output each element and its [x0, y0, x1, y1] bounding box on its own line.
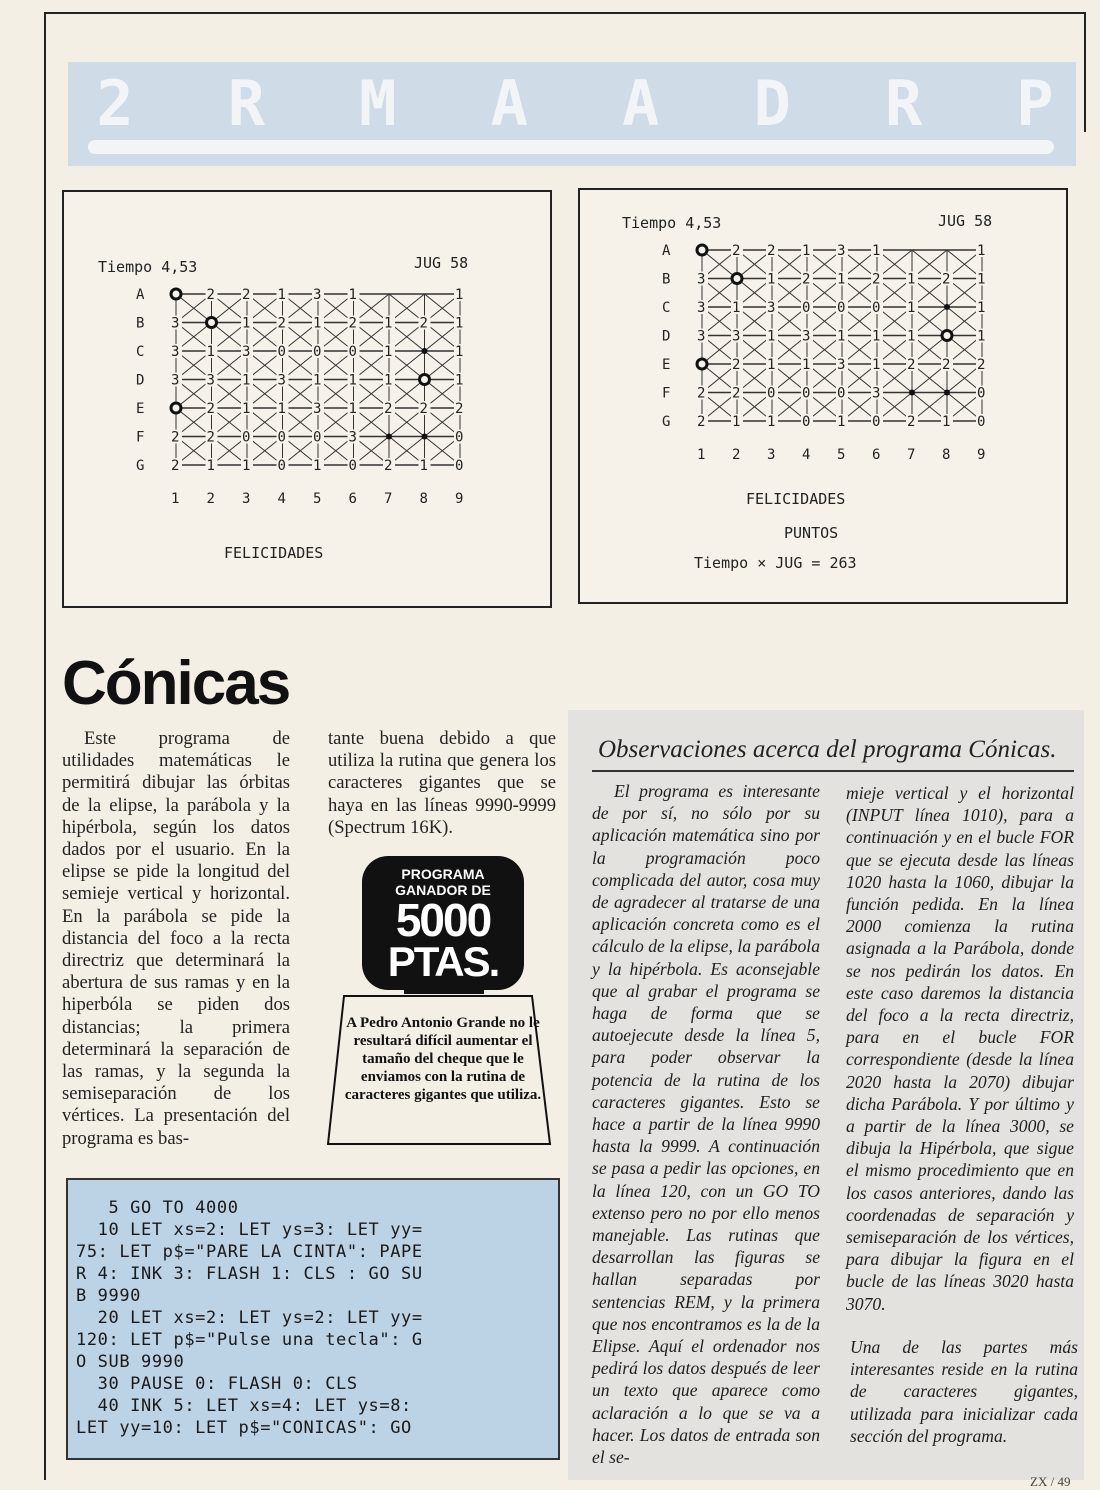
- cell-value: 3: [277, 372, 286, 389]
- cell-value: 1: [732, 414, 741, 430]
- cell-value: 3: [171, 372, 180, 389]
- code-line: 30 PAUSE 0: FLASH 0: CLS: [76, 1374, 358, 1394]
- cell-value: 3: [206, 372, 215, 389]
- column-number: 7: [384, 491, 393, 507]
- cell-value: 1: [872, 243, 881, 259]
- cell-value: 1: [206, 458, 215, 474]
- cell-value: 1: [767, 414, 776, 430]
- cell-value: 2: [206, 401, 215, 417]
- cell-value: 1: [277, 401, 286, 417]
- column-number: 6: [348, 491, 357, 507]
- cell-value: 0: [277, 344, 286, 360]
- cell-value: 1: [767, 328, 776, 345]
- cell-value: 3: [313, 401, 322, 417]
- row-letter: D: [136, 372, 145, 389]
- row-letter: C: [136, 344, 145, 360]
- cell-value: 1: [977, 271, 986, 288]
- cell-value: 2: [206, 429, 215, 446]
- cell-value: 1: [872, 357, 881, 373]
- cell-value: 1: [767, 357, 776, 373]
- cell-value: 1: [455, 344, 464, 360]
- cell-value: 1: [242, 458, 251, 474]
- cell-value: 1: [907, 300, 916, 316]
- banner-letter: D: [753, 67, 791, 140]
- cell-value: 1: [837, 328, 846, 345]
- cell-value: 3: [171, 344, 180, 360]
- cell-value: 0: [837, 385, 846, 402]
- column-number: 9: [977, 447, 986, 463]
- cell-value: 0: [242, 429, 251, 446]
- game-screenshot-left: [62, 190, 552, 608]
- column-number: 4: [277, 491, 286, 507]
- cell-value: 2: [348, 315, 357, 332]
- code-line: O SUB 9990: [76, 1352, 185, 1372]
- game-grid: [136, 287, 466, 507]
- row-letter: F: [662, 385, 671, 402]
- cell-value: 0: [313, 429, 322, 446]
- cell-value: 3: [171, 315, 180, 332]
- cell-value: 1: [242, 372, 251, 389]
- cell-value: 2: [455, 401, 464, 417]
- cell-value: 1: [384, 372, 393, 389]
- cell-value: 3: [697, 271, 706, 288]
- badge-text: A Pedro Antonio Grande no le resultará difícil aumentar el tamaño del cheque que le enviamos con la rutina de caracteres gigantes que utiliza.: [344, 1015, 542, 1103]
- banner-letter: 2: [96, 67, 134, 140]
- cell-value: 1: [837, 271, 846, 288]
- token-dot: [909, 390, 915, 396]
- column-number: 3: [767, 447, 776, 463]
- cell-value: 2: [384, 458, 393, 474]
- cell-value: 0: [977, 385, 986, 402]
- column-number: 1: [171, 491, 180, 507]
- cell-value: 1: [313, 315, 322, 332]
- code-line: R 4: INK 3: FLASH 1: CLS : GO SU: [76, 1264, 423, 1284]
- code-line: 5 GO TO 4000: [76, 1198, 239, 1218]
- code-line: 10 LET xs=2: LET ys=3: LET yy=: [76, 1220, 423, 1240]
- cell-value: 3: [837, 243, 846, 259]
- cell-value: 1: [907, 328, 916, 345]
- cell-value: 0: [313, 344, 322, 360]
- banner-letter: R: [884, 67, 923, 140]
- banner-letter: A: [490, 67, 528, 140]
- badge-amount: 5000: [395, 894, 491, 946]
- token-marker: [697, 245, 707, 255]
- cell-value: 1: [384, 315, 393, 332]
- cell-value: 2: [732, 357, 741, 373]
- observations-title: Observaciones acerca del programa Cónicas.: [598, 736, 1057, 763]
- cell-value: 2: [171, 429, 180, 446]
- cell-value: 0: [277, 429, 286, 446]
- banner-underline: [88, 140, 1054, 154]
- article-column-2: tante buena debido a que utiliza la rutina que genera los caracteres gigantes que se haya en las líneas 9990-9999 (Spectrum 16K).: [328, 728, 556, 838]
- cell-value: 2: [419, 315, 428, 332]
- token-dot: [386, 434, 392, 440]
- token-marker: [732, 274, 742, 284]
- cell-value: 1: [872, 328, 881, 345]
- cell-value: 1: [206, 344, 215, 360]
- column-number: 8: [942, 447, 951, 463]
- cell-value: 3: [732, 328, 741, 345]
- observations-closing: Una de las partes más interesantes reside en la rutina de caracteres gigantes, utilizada para inicializar cada sección del programa.: [850, 1337, 1078, 1446]
- token-marker: [171, 289, 181, 299]
- column-number: 5: [313, 491, 322, 507]
- row-letter: E: [136, 401, 145, 417]
- moves-label: JUG 58: [414, 254, 469, 272]
- cell-value: 3: [802, 328, 811, 345]
- token-dot: [944, 304, 950, 310]
- column-number: 6: [872, 447, 881, 463]
- cell-value: 1: [313, 458, 322, 474]
- code-line: 40 INK 5: LET xs=4: LET ys=8:: [76, 1396, 412, 1416]
- article-title: Cónicas: [62, 649, 290, 718]
- token-marker: [697, 359, 707, 369]
- cell-value: 1: [455, 315, 464, 332]
- row-letter: E: [662, 357, 671, 373]
- cell-value: 0: [767, 385, 776, 402]
- token-dot: [944, 390, 950, 396]
- column-number: 2: [732, 447, 741, 463]
- top-rule: [44, 12, 1086, 14]
- column-number: 5: [837, 447, 846, 463]
- code-line: 75: LET p$="PARE LA CINTA": PAPE: [76, 1242, 423, 1262]
- cell-value: 2: [732, 243, 741, 259]
- row-letter: F: [136, 429, 145, 446]
- message-text: FELICIDADES: [746, 490, 846, 508]
- banner-letter: P: [1016, 67, 1054, 140]
- cell-value: 3: [697, 328, 706, 345]
- cell-value: 3: [348, 429, 357, 446]
- cell-value: 2: [384, 401, 393, 417]
- cell-value: 1: [348, 372, 357, 389]
- token-marker: [207, 318, 217, 328]
- cell-value: 2: [872, 271, 881, 288]
- badge-currency: PTAS.: [387, 938, 499, 985]
- cell-value: 2: [171, 458, 180, 474]
- cell-value: 2: [419, 401, 428, 417]
- row-letter: D: [662, 328, 671, 345]
- cell-value: 3: [313, 287, 322, 303]
- cell-value: 0: [872, 414, 881, 430]
- cell-value: 2: [802, 271, 811, 288]
- cell-value: 0: [348, 458, 357, 474]
- cell-value: 0: [802, 414, 811, 430]
- token-dot: [422, 348, 428, 354]
- article-column-1: Este programa de utilidades matemáticas le permitirá dibujar las órbitas de la elipse, la parábola y la hipérbola, según los datos dados por el usuario. En la elipse se pide la longitud del semieje vertical y horizontal. En la parábola se pide la distancia del foco a la recta directriz que determinará la abertura de sus ramas y en la hiperbóla se piden dos distancias; la primera determinará la separación de las ramas, y la segunda la semiseparación de los vértices. La presentación del programa es bas-: [62, 728, 290, 1149]
- observations-rule: [592, 770, 1074, 772]
- column-number: 1: [697, 447, 706, 463]
- column-number: 4: [802, 447, 811, 463]
- cell-value: 2: [732, 385, 741, 402]
- token-marker: [942, 331, 952, 341]
- badge-line-1: PROGRAMA: [401, 866, 485, 882]
- column-number: 9: [455, 491, 464, 507]
- banner-letter: A: [622, 67, 660, 140]
- row-letter: G: [662, 414, 671, 430]
- code-line: B 9990: [76, 1286, 142, 1306]
- page-folio: ZX / 49: [1030, 1474, 1071, 1489]
- score-formula: Tiempo × JUG = 263: [694, 554, 857, 572]
- message-text: FELICIDADES: [224, 544, 324, 562]
- token-dot: [422, 434, 428, 440]
- row-letter: A: [136, 287, 145, 303]
- banner-letter: M: [359, 67, 397, 140]
- row-letter: B: [136, 315, 145, 332]
- cell-value: 1: [313, 372, 322, 389]
- row-letter: A: [662, 243, 671, 259]
- code-listing: [66, 1178, 560, 1460]
- cell-value: 2: [907, 414, 916, 430]
- cell-value: 0: [802, 300, 811, 316]
- cell-value: 2: [242, 287, 251, 303]
- cell-value: 1: [977, 328, 986, 345]
- cell-value: 2: [942, 357, 951, 373]
- cell-value: 1: [455, 372, 464, 389]
- cell-value: 0: [802, 385, 811, 402]
- cell-value: 1: [242, 315, 251, 332]
- cell-value: 3: [872, 385, 881, 402]
- time-label: Tiempo 4,53: [622, 214, 722, 232]
- cell-value: 1: [732, 300, 741, 316]
- token-marker: [171, 403, 181, 413]
- cell-value: 2: [697, 414, 706, 430]
- row-letter: C: [662, 300, 671, 316]
- cell-value: 1: [348, 401, 357, 417]
- observations-column-1: El programa es interesante de por sí, no sólo por su aplicación matemática sino por la programación poco complicada del autor, cosa muy de agradecer al tratarse de una aplicación concreta como es el cálculo de la elipse, la parábola y la hipérbola. Es aconsejable que al grabar el programa se haga de forma que se autoejecute desde la línea 5, para poder observar la potencia de la rutina de los caracteres gigantes. Esto se hace a partir de la línea 9990 hasta la 9999. A continuación se pasa a pedir las opciones, en la línea 120, con un GO TO extenso pero no por ello menos manejable. Las rutinas que desarrollan las figuras se hallan separadas por sentencias REM, y la primera que nos encontramos es la de la Elipse. Aquí el ordenador nos pedirá los datos después de leer un texto que aparece como aclaración a lo que se va a hacer. Los datos de entrada son el se-: [592, 781, 820, 1468]
- cell-value: 1: [419, 458, 428, 474]
- cell-value: 1: [802, 357, 811, 373]
- cell-value: 0: [837, 300, 846, 316]
- code-line: LET yy=10: LET p$="CONICAS": GO: [76, 1418, 412, 1438]
- row-letter: B: [662, 271, 671, 288]
- prize-badge: [362, 856, 524, 990]
- banner-letter: R: [227, 67, 266, 140]
- cell-value: 1: [837, 414, 846, 430]
- code-line: 20 LET xs=2: LET ys=2: LET yy=: [76, 1308, 423, 1328]
- cell-value: 2: [977, 357, 986, 373]
- cell-value: 0: [977, 414, 986, 430]
- cell-value: 0: [455, 458, 464, 474]
- cell-value: 1: [242, 401, 251, 417]
- cell-value: 1: [767, 271, 776, 288]
- cell-value: 2: [907, 357, 916, 373]
- cell-value: 0: [872, 300, 881, 316]
- row-letter: G: [136, 458, 145, 474]
- moves-label: JUG 58: [938, 212, 993, 230]
- cell-value: 3: [242, 344, 251, 360]
- cell-value: 1: [802, 243, 811, 259]
- column-number: 2: [206, 491, 215, 507]
- cell-value: 2: [697, 385, 706, 402]
- cell-value: 1: [277, 287, 286, 303]
- right-rule: [1084, 12, 1086, 132]
- cell-value: 1: [384, 344, 393, 360]
- cell-value: 3: [837, 357, 846, 373]
- game-grid: [662, 243, 988, 463]
- points-label: PUNTOS: [784, 524, 839, 542]
- cell-value: 1: [977, 300, 986, 316]
- cell-value: 2: [277, 315, 286, 332]
- time-label: Tiempo 4,53: [98, 258, 198, 276]
- banner-lettering: [80, 67, 1070, 140]
- cell-value: 2: [767, 243, 776, 259]
- cell-value: 1: [977, 243, 986, 259]
- cell-value: 1: [348, 287, 357, 303]
- cell-value: 0: [277, 458, 286, 474]
- column-number: 7: [907, 447, 916, 463]
- cell-value: 1: [455, 287, 464, 303]
- cell-value: 2: [942, 271, 951, 288]
- token-marker: [420, 375, 430, 385]
- cell-value: 3: [697, 300, 706, 316]
- left-rule: [44, 14, 46, 1480]
- column-number: 8: [419, 491, 428, 507]
- cell-value: 0: [348, 344, 357, 360]
- badge-line-2: GANADOR DE: [395, 882, 491, 898]
- observations-column-2: mieje vertical y el horizontal (INPUT línea 1010), para a continuación y en el bucle FOR que se ejecuta desde las líneas 1020 hasta la 1060, dibujar la función pedida. En la línea 2000 comienza la rutina asignada a la Parábola, donde se nos pedirán los datos. En este caso daremos la distancia del foco a la recta directriz, para en el bucle FOR correspondiente (desde la línea 2020 hasta la 2070) dibujar dicha Parábola. Y por último y a partir de la línea 3000, se dibuja la Hipérbola, que sigue el mismo procedimiento que en los casos anteriores, dando las coordenadas de separación y semiseparación de los vértices, para dibujar la figura en el bucle de las líneas 3020 hasta 3070.: [846, 783, 1074, 1314]
- cell-value: 3: [767, 300, 776, 316]
- game-screenshot-right: [578, 188, 1068, 604]
- cell-value: 2: [206, 287, 215, 303]
- code-line: 120: LET p$="Pulse una tecla": G: [76, 1330, 423, 1350]
- cell-value: 1: [942, 414, 951, 430]
- column-number: 3: [242, 491, 251, 507]
- cell-value: 1: [907, 271, 916, 288]
- cell-value: 0: [455, 429, 464, 446]
